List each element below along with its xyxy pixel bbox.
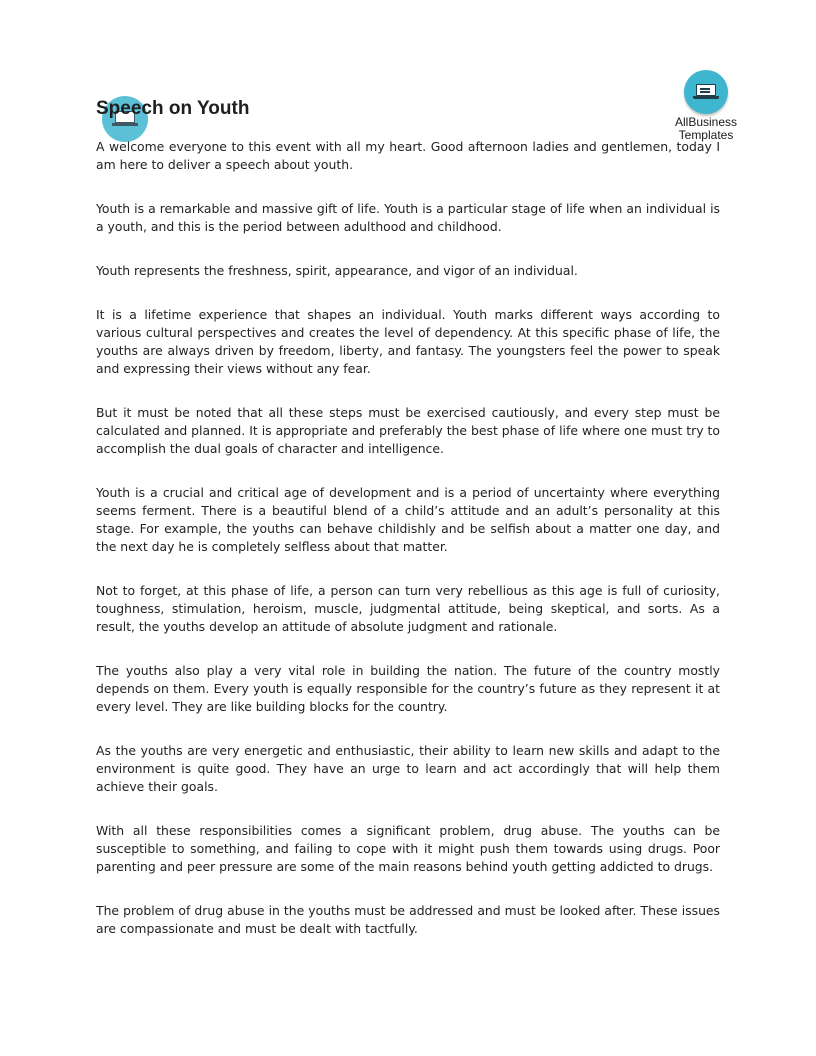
paragraph: Youth is a remarkable and massive gift of life. Youth is a particular stage of life when an individual is a youth, and this is the period between adulthood and childhood.: [96, 201, 720, 234]
paragraph: It is a lifetime experience that shapes an individual. Youth marks different ways according to various cultural perspectives and creates the level of dependency. At this specific phase of life, the youths are always driven by freedom, liberty, and fantasy. The youngsters feel the power to speak and expressing their views without any fear.: [96, 307, 720, 376]
paragraph: With all these responsibilities comes a significant problem, drug abuse. The youths can be susceptible to something, and failing to cope with it might push them towards using drugs. Poor parenting and peer pressure are some of the main reasons behind youth getting addicted to drugs.: [96, 823, 720, 874]
brand-logo: [664, 70, 748, 142]
speech-body: [96, 138, 720, 964]
paragraph: A welcome everyone to this event with all my heart. Good afternoon ladies and gentlemen, today I am here to deliver a speech about youth.: [96, 139, 720, 172]
laptop-icon: [684, 70, 728, 114]
paragraph: But it must be noted that all these steps must be exercised cautiously, and every step must be calculated and planned. It is appropriate and preferably the best phase of life where one must try to accomplish the dual goals of character and intelligence.: [96, 405, 720, 456]
paragraph: Youth is a crucial and critical age of development and is a period of uncertainty where everything seems ferment. There is a beautiful blend of a child’s attitude and an adult’s personality at this stage. For example, the youths can behave childishly and be selfish about a matter one day, and the next day he is completely selfless about that matter.: [96, 485, 720, 554]
paragraph: As the youths are very energetic and enthusiastic, their ability to learn new skills and adapt to the environment is quite good. They have an urge to learn and act accordingly that will help them achieve their goals.: [96, 743, 720, 794]
paragraph: The youths also play a very vital role in building the nation. The future of the country mostly depends on them. Every youth is equally responsible for the country’s future as they represent it at every level. They are like building blocks for the country.: [96, 663, 720, 714]
paragraph: The problem of drug abuse in the youths must be addressed and must be looked after. These issues are compassionate and must be dealt with tactfully.: [96, 903, 720, 936]
paragraph: Youth represents the freshness, spirit, appearance, and vigor of an individual.: [96, 263, 578, 278]
paragraph: Not to forget, at this phase of life, a person can turn very rebellious as this age is full of curiosity, toughness, stimulation, heroism, muscle, judgmental attitude, being skeptical, and sorts. As a result, the youths develop an attitude of absolute judgment and rationale.: [96, 583, 720, 634]
logo-text: AllBusiness Templates: [674, 115, 738, 142]
page-title: Speech on Youth: [96, 98, 250, 119]
